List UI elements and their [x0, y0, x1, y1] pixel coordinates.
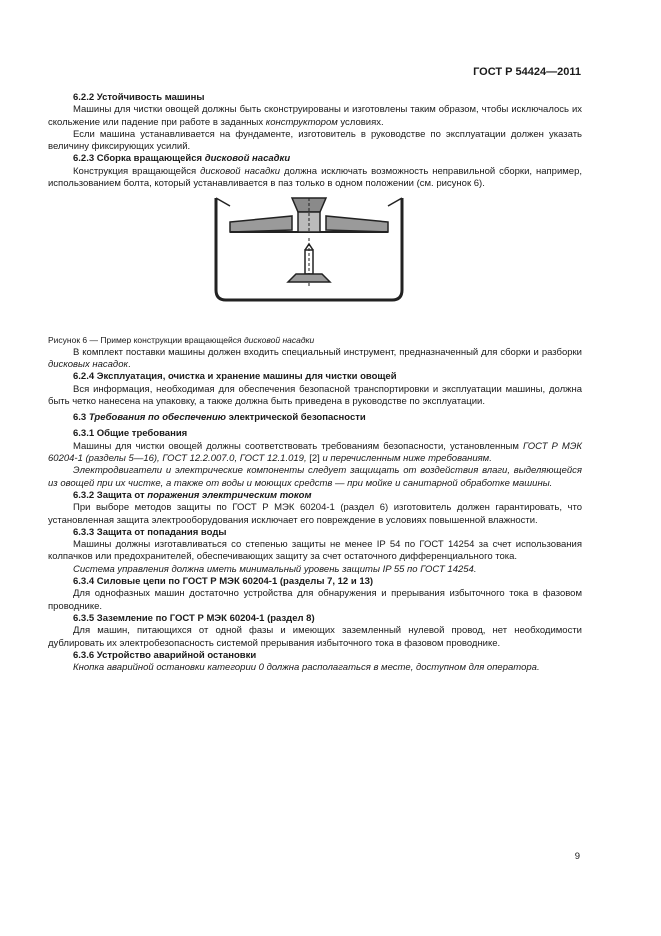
- drive-coupling: [288, 274, 330, 282]
- para-6-2-2-2: Если машина устанавливается на фундаменте, изготовитель в руководстве по эксплуатации должен указать величину фиксирующих усилий.: [48, 128, 582, 153]
- bowl-rim-left: [216, 198, 230, 206]
- para-6-3-3-1: Машины должны изготавливаться со степенью защиты не менее IP 54 по ГОСТ 14254 за счет использования колпачков или предохранителей, обеспечивающих защиту за счет остаточного дифференциального тока.: [48, 539, 582, 563]
- figure-6: [48, 194, 582, 334]
- para-6-2-4-1: Вся информация, необходимая для обеспечения безопасной транспортировки и эксплуатации машины, должна быть четко нанесена на упаковку, а также должна быть приведена в руководстве по эксплуатации.: [48, 383, 582, 407]
- page-number: 9: [574, 851, 580, 862]
- para-6-3-2-1: При выборе методов защиты по ГОСТ Р МЭК 60204-1 (раздел 6) изготовитель должен гарантировать, что установленная защита электрооборудования исключает его повреждение в условиях повышенной влажности.: [48, 502, 582, 526]
- para-6-2-2-1: Машины для чистки овощей должны быть сконструированы и изготовлены таким образом, чтобы исключалось их скольжение или падение при работе в заданных конструктором условиях.: [48, 104, 582, 128]
- heading-6-2-2: 6.2.2 Устойчивость машины: [73, 92, 205, 103]
- heading-6-3-6: 6.3.6 Устройство аварийной остановки: [73, 649, 257, 661]
- heading-6-2-3: 6.2.3 Сборка вращающейся дисковой насадки: [73, 153, 291, 165]
- heading-6-2-4: 6.2.4 Эксплуатация, очистка и хранение машины для чистки овощей: [73, 371, 397, 383]
- para-6-3-5-1: Для машин, питающихся от одной фазы и имеющих заземленный нулевой провод, нет необходимости дублировать их электробезопасность системой прерывания избыточного тока в фазовом проводнике.: [48, 625, 582, 649]
- para-6-3-3-2: Система управления должна иметь минимальный уровень защиты IP 55 по ГОСТ 14254.: [73, 563, 477, 575]
- para-6-3-4-1: Для однофазных машин достаточно устройства для обнаружения и прерывания избыточного тока в фазовом проводнике.: [48, 588, 582, 612]
- para-6-2-3-1: Конструкция вращающейся дисковой насадки должна исключать возможность неправильной сборки, например, использованием болта, который устанавливается в паз только в одном положении (см. рисунок 6).: [48, 165, 583, 190]
- heading-6-3-2: 6.3.2 Защита от поражения электрическим током: [73, 489, 312, 501]
- running-header: ГОСТ Р 54424—2011: [473, 66, 581, 78]
- disc-left: [230, 216, 292, 232]
- para-6-3-1-1: Машины для чистки овощей должны соответствовать требованиям безопасности, установленным ГОСТ Р МЭК 60204-1 (разделы 5—16), ГОСТ 12.2.007.0, ГОСТ 12.1.019, [2] и перечисленным ниже требованиям.: [48, 440, 583, 465]
- heading-6-3: 6.3 Требования по обеспечению электрической безопасности: [73, 412, 366, 424]
- heading-6-3-4: 6.3.4 Силовые цепи по ГОСТ Р МЭК 60204-1 (разделы 7, 12 и 13): [73, 576, 374, 588]
- para-after-figure: В комплект поставки машины должен входить специальный инструмент, предназначенный для сборки и разборки дисковых насадок.: [48, 346, 582, 370]
- heading-6-3-3: 6.3.3 Защита от попадания воды: [73, 526, 227, 538]
- bowl-rim-right: [388, 198, 402, 206]
- disc-attachment-drawing: [212, 194, 406, 304]
- figure-6-caption: Рисунок 6 — Пример конструкции вращающейся дисковой насадки: [48, 335, 315, 346]
- heading-6-3-1: 6.3.1 Общие требования: [73, 428, 188, 440]
- page-body: [48, 92, 582, 674]
- heading-6-3-5: 6.3.5 Заземление по ГОСТ Р МЭК 60204-1 (раздел 8): [73, 612, 315, 624]
- disc-right: [326, 216, 388, 232]
- para-6-3-1-2: Электродвигатели и электрические компоненты следует защищать от воздействия влаги, выделяющейся из овощей при их чистке, а также от воды и моющих средств — при мойке и санитарной обработке машины.: [48, 465, 582, 489]
- para-6-3-6-1: Кнопка аварийной остановки категории 0 должна располагаться в месте, доступном для оператора.: [73, 662, 540, 674]
